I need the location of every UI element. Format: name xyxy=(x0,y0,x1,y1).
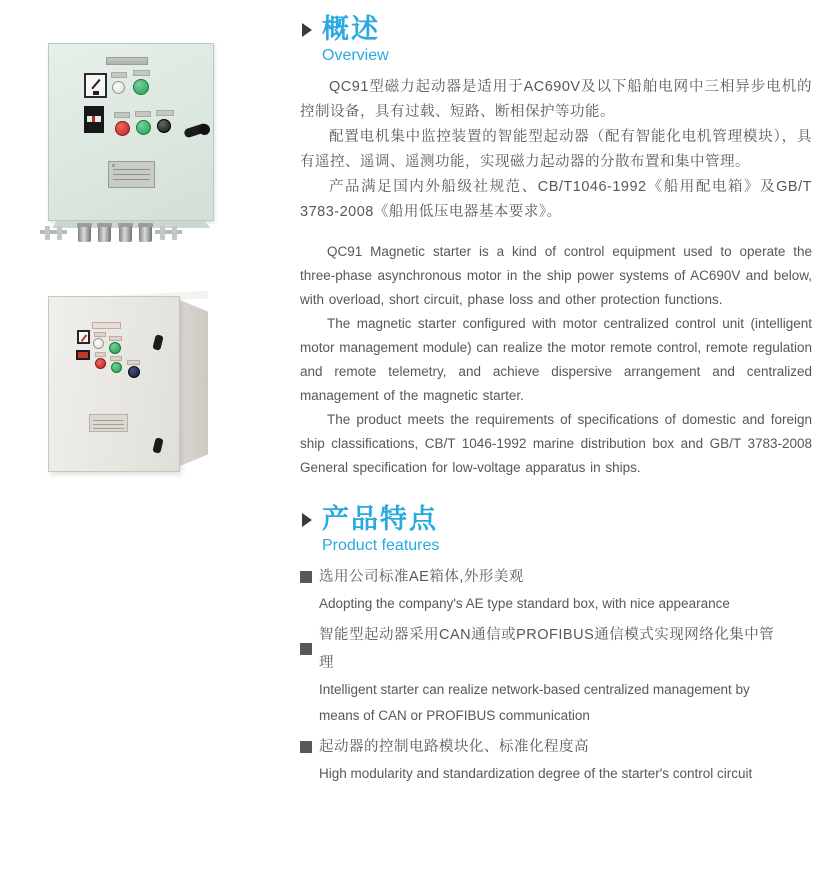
features-section xyxy=(300,504,812,787)
overview-header xyxy=(300,14,812,65)
feature-2-cn-text: 智能型起动器采用CAN通信或PROFIBUS通信模式实现网络化集中管理 xyxy=(319,627,775,671)
feature-3-cn-text: 起动器的控制电路模块化、标准化程度高 xyxy=(319,739,589,755)
overview-paragraph-cn-3: 产品满足国内外船级社规范、CB/T1046-1992《船用配电箱》及GB/T 3783-2008《船用低压电器基本要求》。 xyxy=(300,179,812,220)
overview-paragraph-en-2: The magnetic starter configured with motor centralized control unit (intelligent motor management module) can realize the motor remote control, remote regulation and remote telemetry, and achieve dispersive arrangement and centralized management of the magnetic starter. xyxy=(300,316,812,403)
black-test-button xyxy=(157,119,171,133)
rotary-selector-switch xyxy=(184,122,210,138)
features-title-en: Product features xyxy=(322,537,440,554)
red-stop-button xyxy=(95,358,106,369)
feature-1-cn-text: 选用公司标准AE箱体,外形美观 xyxy=(319,569,524,585)
gauge-needle xyxy=(81,334,87,341)
mounting-foot xyxy=(40,226,67,240)
features-title-cn: 产品特点 xyxy=(322,504,438,534)
square-bullet-icon xyxy=(300,643,312,655)
green-run-button xyxy=(109,342,121,354)
overview-title-en: Overview xyxy=(322,47,389,64)
gauge-hub xyxy=(93,91,99,95)
nameplate-logo xyxy=(112,164,115,167)
product-photo-starter-perspective xyxy=(45,288,220,486)
overview-paragraph-cn-1: QC91型磁力起动器是适用于AC690V及以下船舶电网中三相异步电机的控制设备，具有过载、短路、断相保护等功能。 xyxy=(300,79,812,120)
overview-title-cn: 概述 xyxy=(322,14,380,44)
button-label-plate xyxy=(109,336,122,341)
breaker-handle xyxy=(92,116,95,122)
overview-paragraph-en-3: The product meets the requirements of specifications of domestic and foreign ship classifications, CB/T 1046-1992 marine distribution box and GB/T 3783-2008 General specification for low-voltage apparatus in ships. xyxy=(300,412,812,475)
feature-2-en: Intelligent starter can realize network-based centralized management by means of CAN or PROFIBUS communication xyxy=(319,682,750,723)
section-marker-triangle-icon xyxy=(302,23,312,37)
gauge-needle xyxy=(91,79,100,89)
ammeter-gauge xyxy=(84,73,107,98)
overview-paragraph-en-1: QC91 Magnetic starter is a kind of control equipment used to operate the three-phase asynchronous motor in the ship power systems of AC690V and below, with overload, short circuit, phase loss and other protection functions. xyxy=(300,244,812,307)
green-start-button xyxy=(111,362,122,373)
green-run-button xyxy=(133,79,149,95)
button-label-plate xyxy=(94,332,106,337)
button-label-plate xyxy=(133,70,150,76)
mounting-foot xyxy=(155,226,182,240)
white-indicator-lamp xyxy=(112,81,125,94)
cable-gland xyxy=(139,223,152,242)
green-start-button xyxy=(136,120,151,135)
feature-3-cn xyxy=(300,733,780,761)
button-label-plate xyxy=(95,352,106,357)
red-display-window xyxy=(76,350,90,360)
square-bullet-icon xyxy=(300,741,312,753)
overview-section xyxy=(300,14,812,480)
section-marker-triangle-icon xyxy=(302,513,312,527)
overview-english-text xyxy=(300,240,812,480)
feature-item xyxy=(300,621,780,729)
rotary-knob xyxy=(199,124,210,135)
feature-item xyxy=(300,733,780,787)
feature-3-en: High modularity and standardization degree of the starter's control circuit xyxy=(319,766,753,781)
product-photo-starter-front xyxy=(38,40,223,252)
button-label-plate xyxy=(114,112,130,118)
red-stop-button xyxy=(115,121,130,136)
features-header xyxy=(300,504,812,555)
overview-chinese-text xyxy=(300,75,812,225)
cabinet-top-label xyxy=(92,322,121,329)
cable-gland xyxy=(98,223,111,242)
feature-item xyxy=(300,563,780,617)
nameplate xyxy=(89,414,128,432)
circuit-breaker xyxy=(84,106,104,133)
content-column xyxy=(300,14,812,787)
blue-reset-button xyxy=(128,366,140,378)
white-indicator-lamp xyxy=(93,338,104,349)
feature-1-cn xyxy=(300,563,780,591)
button-label-plate xyxy=(156,110,174,116)
ammeter-gauge xyxy=(77,330,90,344)
features-list xyxy=(300,563,780,787)
button-label-plate xyxy=(110,356,122,361)
nameplate xyxy=(108,161,155,188)
feature-1-en: Adopting the company's AE type standard box, with nice appearance xyxy=(319,596,730,611)
button-label-plate xyxy=(127,360,140,365)
button-label-plate xyxy=(135,111,151,117)
square-bullet-icon xyxy=(300,571,312,583)
cable-gland xyxy=(119,223,132,242)
cable-gland xyxy=(78,223,91,242)
feature-2-cn xyxy=(300,621,780,677)
cabinet-side-panel xyxy=(180,300,208,466)
button-label-plate xyxy=(111,72,127,78)
cabinet-top-label xyxy=(106,57,148,65)
overview-paragraph-cn-2: 配置电机集中监控装置的智能型起动器（配有智能化电机管理模块），具有遥控、遥调、遥测功能，实现磁力起动器的分散布置和集中管理。 xyxy=(300,129,812,170)
